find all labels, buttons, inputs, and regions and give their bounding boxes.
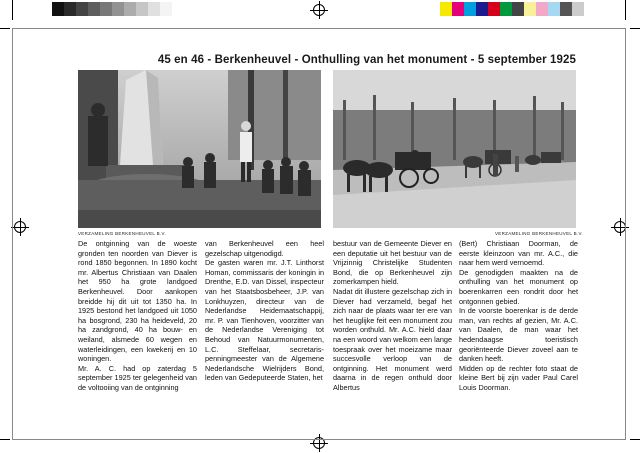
paragraph: In de voorste boerenkar is de derde man, van rechts af gezien, Mr. A.C. van Daalen, de man waar het hedendaagse toeristisch georiënteerde Diever zoveel aan te danken heeft. [459,306,578,364]
photo-credit-left: VERZAMELING BERKENHEUVEL B.V. [78,231,166,236]
crop-mark [0,28,10,29]
photo-credit-right: VERZAMELING BERKENHEUVEL B.V. [495,231,583,236]
paragraph: De genodigden maakten na de onthulling van het monument op boerenkarren een rondrit door het ontgonnen gebied. [459,267,578,306]
crop-mark [630,439,640,440]
text-column-1 [78,239,197,393]
paragraph: van Berkenheuvel een heel gezelschap uitgenodigd. [205,239,324,258]
crop-mark [12,0,13,20]
text-column-3 [333,239,452,393]
page-title: 45 en 46 - Berkenheuvel - Onthulling van het monument - 5 september 1925 [157,54,576,66]
paragraph: Nadat dit illustere gezelschap zich in Diever had verzameld, begaf het zich naar de plaats waar ter ere van het heuglijke feit een monument zou worden onthuld. Mr. A.C. hield daar na een woord van welkom een lange toespraak over het moeizame maar succesvolle verloop van de ontginning. Het monument werd daarna in de regen onthuld door Albertus [333,286,452,392]
photo-monument-unveiling [78,70,321,228]
print-colorbar-color [440,2,584,16]
paragraph: Midden op de rechter foto staat de kleine Bert bij zijn vader Paul Carel Louis Doorman. [459,363,578,392]
registration-mark-top [313,4,325,16]
text-column-4 [459,239,578,393]
paragraph: De ontginning van de woeste gronden ten noorden van Diever is rond 1850 begonnen. In 1890 kocht mr. Albertus Christiaan van Daalen het 950 ha grote landgoed Berkenheuvel. Door aankopen breidde hij dit uit tot 1350 ha. In 1925 bestond het landgoed uit 1050 ha bosgrond, 230 ha heideveld, 20 ha zandgrond, 40 ha bouw- en weiland, alsmede 60 wegen en waterleidingen, een kwekerij en 10 woningen. [78,239,197,364]
crop-mark [630,28,640,29]
paragraph: bestuur van de Gemeente Diever en een deputatie uit het bestuur van de Vrijzinnig Christelijke Studenten Bond, die op Berkenheuvel zijn zomerkampen hield. [333,239,452,287]
paragraph: De gasten waren mr. J.T. Linthorst Homan, commissaris der koningin in Drenthe, E.D. van Dissel, inspecteur van het Staatsbosbeheer, J.P. van Lonkhuyzen, directeur van de Nederlandse Heidemaatschappij, mr. P. van Tienhoven, voorzitter van de Nederlandse Vereniging tot Behoud van Natuurmonumenten, L.C. Steffelaar, secretaris-penningmeester van de Algemene Nederlandsche Wielrijders Bond, leden van Gedeputeerde Staten, het [205,258,324,383]
crop-mark [0,439,10,440]
photo-procession-carts [333,70,576,228]
paragraph: (Bert) Christiaan Doorman, de eerste kleinzoon van mr. A.C., die naar hem werd vernoemd. [459,239,578,268]
print-colorbar-grayscale [52,2,172,16]
text-column-2 [205,239,324,383]
crop-mark [625,0,626,20]
paragraph: Mr. A. C. had op zaterdag 5 september 1925 ter gelegenheid van de voltooiing van de ontginning [78,363,197,392]
